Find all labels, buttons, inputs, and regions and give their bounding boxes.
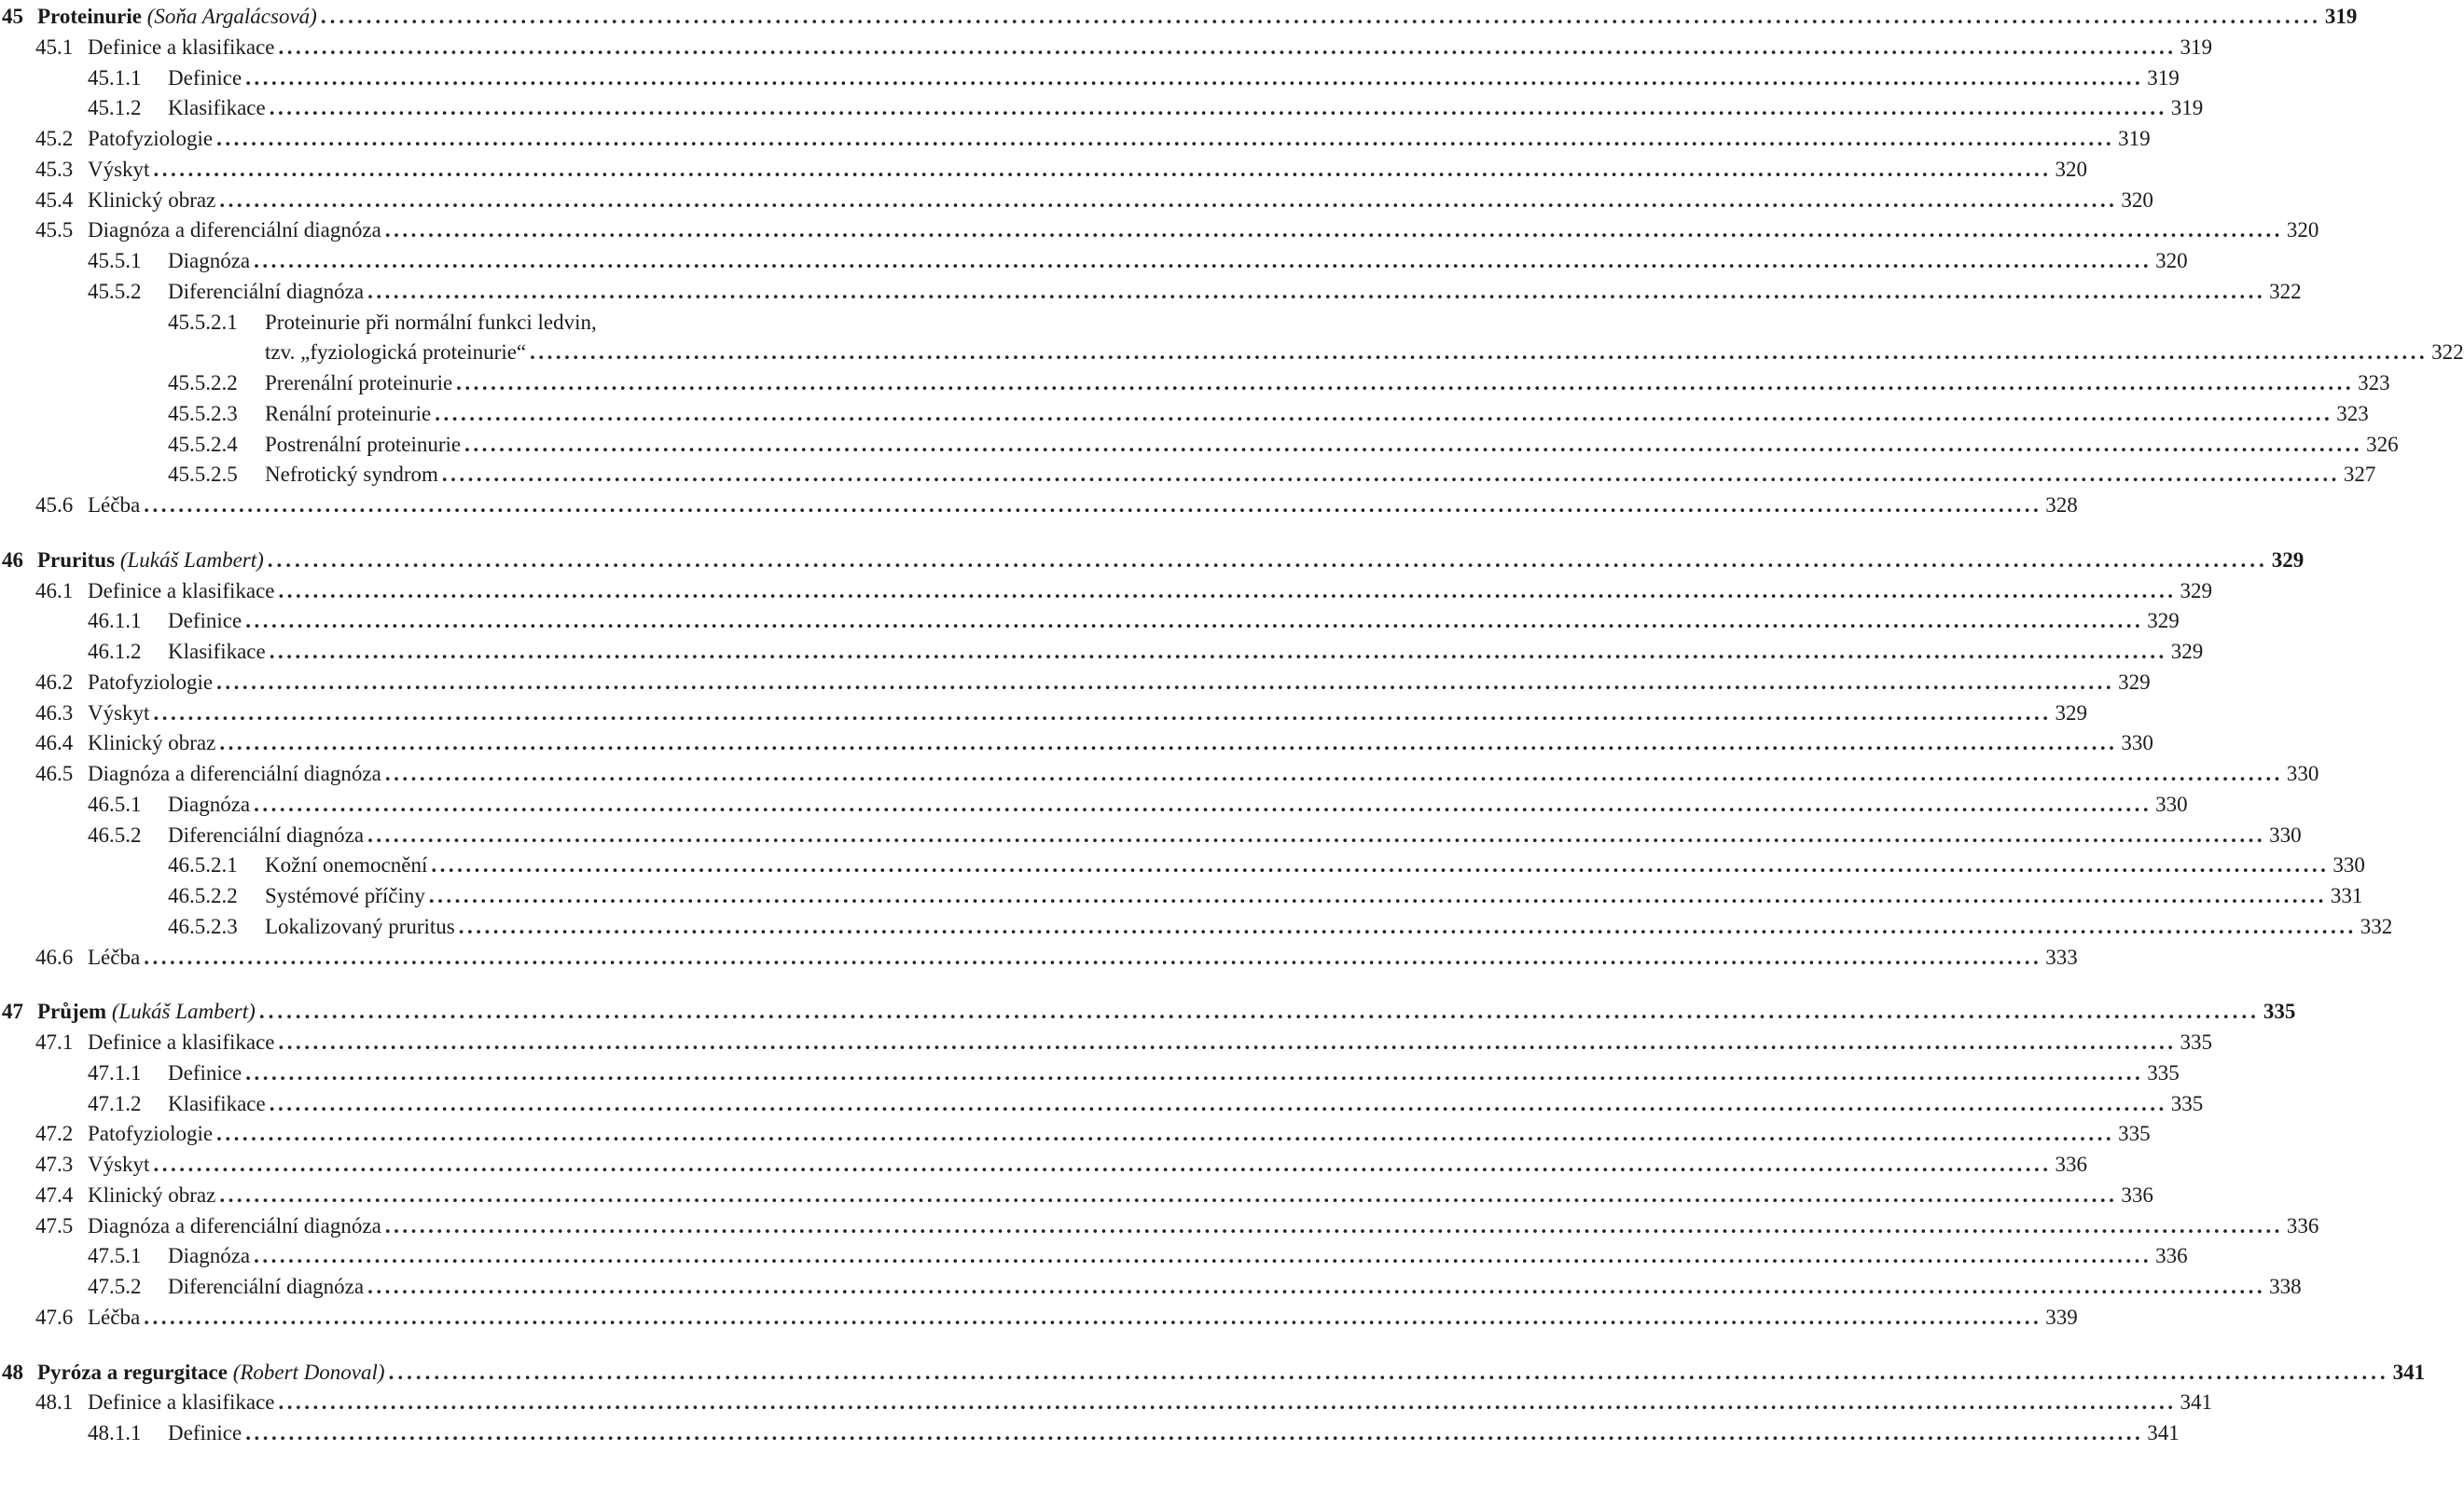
- dot-leader: ............................................................................................................................................................................................................................: [278, 35, 2177, 59]
- dot-leader: ............................................................................................................................................................................................................................: [216, 1122, 2115, 1145]
- toc-chapter[interactable]: [0, 1, 2358, 33]
- dot-leader: ............................................................................................................................................................................................................................: [441, 463, 2340, 486]
- dot-leader: ............................................................................................................................................................................................................................: [144, 1306, 2042, 1329]
- dot-leader: ............................................................................................................................................................................................................................: [245, 1421, 2144, 1445]
- dot-leader: ............................................................................................................................................................................................................................: [267, 548, 2268, 572]
- dot-leader: ............................................................................................................................................................................................................................: [320, 5, 2321, 28]
- dot-leader: ............................................................................................................................................................................................................................: [219, 188, 2118, 212]
- toc-title: Prerenální proteinurie: [265, 371, 453, 394]
- toc-author: (Lukáš Lambert): [115, 548, 264, 572]
- toc-page-number: 319: [2118, 127, 2151, 150]
- toc-number: 46.3: [35, 701, 74, 725]
- toc-page-number: 331: [2330, 884, 2363, 907]
- toc-title: Diagnóza a diferenciální diagnóza: [88, 1214, 381, 1237]
- toc-entry[interactable]: [0, 1149, 2087, 1181]
- toc-title: Definice: [168, 609, 242, 632]
- toc-page-number: 327: [2343, 463, 2376, 486]
- toc-title: Lokalizovaný pruritus: [265, 915, 455, 938]
- toc-entry[interactable]: [0, 32, 2212, 63]
- toc-title: Diferenciální diagnóza: [168, 823, 365, 847]
- toc-page-number: 339: [2045, 1306, 2078, 1329]
- toc-title: Definice: [168, 1421, 242, 1445]
- dot-leader: ............................................................................................................................................................................................................................: [216, 671, 2115, 694]
- toc-page-number: 330: [2121, 731, 2153, 754]
- toc-title: Léčba: [88, 946, 141, 969]
- toc-page-number: 335: [2180, 1030, 2212, 1054]
- toc-number: 45.5.2: [88, 280, 142, 303]
- dot-leader: ............................................................................................................................................................................................................................: [456, 371, 2355, 394]
- dot-leader: ............................................................................................................................................................................................................................: [144, 946, 2042, 969]
- toc-entry[interactable]: [0, 245, 2188, 277]
- toc-entry[interactable]: [0, 880, 2363, 912]
- toc-title: Diagnóza: [168, 793, 251, 816]
- toc-page-number: 319: [2170, 96, 2204, 119]
- toc-page-number: 328: [2045, 493, 2078, 517]
- dot-leader: ............................................................................................................................................................................................................................: [367, 1275, 2266, 1298]
- toc-title: Diferenciální diagnóza: [168, 1275, 365, 1298]
- toc-entry[interactable]: [0, 307, 895, 339]
- toc-entry[interactable]: [0, 1417, 2180, 1449]
- toc-entry[interactable]: [0, 1180, 2153, 1211]
- toc-title: Definice a klasifikace: [88, 579, 275, 602]
- toc-title: Patofyziologie: [88, 1122, 214, 1145]
- toc-number: 47.5.2: [88, 1275, 142, 1298]
- toc-author: (Lukáš Lambert): [106, 1000, 256, 1023]
- toc-number: 45.1.2: [88, 96, 142, 119]
- toc-title: Klasifikace: [168, 96, 266, 119]
- dot-leader: ............................................................................................................................................................................................................................: [435, 402, 2333, 425]
- toc-number: 47.3: [35, 1153, 74, 1176]
- toc-number: 45.2: [35, 127, 74, 150]
- toc-title: Klasifikace: [168, 640, 266, 663]
- toc-page-number: 320: [2286, 218, 2319, 242]
- dot-leader: ............................................................................................................................................................................................................................: [245, 66, 2144, 90]
- dot-leader: ............................................................................................................................................................................................................................: [388, 1361, 2389, 1384]
- toc-entry[interactable]: [0, 490, 2078, 521]
- dot-leader: ............................................................................................................................................................................................................................: [269, 96, 2167, 119]
- dot-leader: ............................................................................................................................................................................................................................: [144, 493, 2042, 517]
- toc-page-number: 335: [2170, 1092, 2204, 1115]
- toc-title: Definice: [168, 66, 242, 90]
- toc-title: Nefrotický syndrom: [265, 463, 438, 486]
- toc-title: Systémové příčiny: [265, 884, 425, 907]
- toc-number: 47.1.1: [88, 1061, 142, 1085]
- toc-entry[interactable]: [0, 459, 2376, 491]
- toc-page-number: 329: [2170, 640, 2204, 663]
- toc-title: Definice a klasifikace: [88, 35, 275, 59]
- toc-number: 45.1: [35, 35, 74, 59]
- toc-title: Diferenciální diagnóza: [168, 280, 365, 303]
- toc-title: Klasifikace: [168, 1092, 266, 1115]
- toc-number: 46.5.2.1: [168, 853, 238, 877]
- toc-title: Výskyt: [88, 1153, 150, 1176]
- toc-title: Pruritus (Lukáš Lambert): [37, 548, 264, 572]
- toc-page-number: 336: [2286, 1214, 2319, 1237]
- toc-entry[interactable]: [0, 429, 2399, 461]
- toc-page-number: 323: [2336, 402, 2369, 425]
- toc-number: 45.5.2.1: [168, 311, 238, 334]
- toc-title: Patofyziologie: [88, 127, 214, 150]
- toc-page-number: 320: [2055, 158, 2087, 181]
- toc-page-number: 319: [2324, 5, 2358, 28]
- toc-number: 46.2: [35, 671, 74, 694]
- toc-page-number: 330: [2332, 853, 2365, 877]
- toc-entry[interactable]: [0, 1210, 2319, 1242]
- toc-page-number: 335: [2263, 1000, 2296, 1023]
- toc-entry[interactable]: [0, 605, 2180, 637]
- toc-entry[interactable]: [0, 636, 2204, 668]
- toc-title: Diagnóza a diferenciální diagnóza: [88, 218, 381, 242]
- toc-number: 46.5.2.2: [168, 884, 238, 907]
- toc-entry[interactable]: [0, 214, 2319, 246]
- toc-entry[interactable]: [0, 667, 2151, 698]
- toc-page-number: 335: [2147, 1061, 2180, 1085]
- toc-entry[interactable]: [0, 123, 2151, 155]
- toc-page-number: 320: [2121, 188, 2153, 212]
- toc-page-number: 341: [2180, 1390, 2212, 1414]
- toc-number: 46.1.2: [88, 640, 142, 663]
- dot-leader: ............................................................................................................................................................................................................................: [153, 1153, 2052, 1176]
- toc-entry[interactable]: [0, 911, 2393, 943]
- dot-leader: ............................................................................................................................................................................................................................: [254, 793, 2153, 816]
- toc-entry[interactable]: [0, 337, 2464, 368]
- toc-number: 45.3: [35, 158, 74, 181]
- toc-title: Klinický obraz: [88, 188, 216, 212]
- toc-page-number: 329: [2055, 701, 2087, 725]
- dot-leader: ............................................................................................................................................................................................................................: [278, 579, 2177, 602]
- toc-entry[interactable]: [0, 1271, 2302, 1303]
- dot-leader: ............................................................................................................................................................................................................................: [245, 1061, 2144, 1085]
- toc-number: 45.5: [35, 218, 74, 242]
- toc-title: Postrenální proteinurie: [265, 433, 462, 456]
- toc-entry[interactable]: [0, 1387, 2212, 1418]
- toc-entry[interactable]: [0, 727, 2153, 759]
- toc-number: 48.1: [35, 1390, 74, 1414]
- toc-page-number: 335: [2118, 1122, 2151, 1145]
- toc-entry[interactable]: [0, 1088, 2204, 1120]
- dot-leader: ............................................................................................................................................................................................................................: [458, 915, 2357, 938]
- toc-number: 46.1.1: [88, 609, 142, 632]
- toc-number: 46.5.1: [88, 793, 142, 816]
- toc-author: (Soňa Argalácsová): [142, 5, 317, 28]
- toc-entry[interactable]: [0, 154, 2087, 186]
- dot-leader: ............................................................................................................................................................................................................................: [245, 609, 2144, 632]
- toc-entry[interactable]: [0, 820, 2302, 851]
- dot-leader: ............................................................................................................................................................................................................................: [431, 853, 2330, 877]
- toc-number: 46.4: [35, 731, 74, 754]
- toc-entry[interactable]: [0, 185, 2153, 216]
- toc-entry[interactable]: [0, 789, 2188, 821]
- toc-entry[interactable]: [0, 92, 2204, 124]
- toc-page-number: 336: [2155, 1244, 2188, 1267]
- toc-number: 48: [2, 1361, 23, 1384]
- toc-entry[interactable]: [0, 1027, 2212, 1058]
- toc-page-number: 333: [2045, 946, 2078, 969]
- dot-leader: ............................................................................................................................................................................................................................: [278, 1030, 2177, 1054]
- toc-entry[interactable]: [0, 758, 2319, 790]
- dot-leader: ............................................................................................................................................................................................................................: [153, 701, 2052, 725]
- toc-page-number: 323: [2358, 371, 2390, 394]
- toc-title: Definice: [168, 1061, 242, 1085]
- toc-number: 45.1.1: [88, 66, 142, 90]
- toc-title: Patofyziologie: [88, 671, 214, 694]
- dot-leader: ............................................................................................................................................................................................................................: [464, 433, 2363, 456]
- toc-title: Klinický obraz: [88, 1183, 216, 1207]
- toc-title: Kožní onemocnění: [265, 853, 428, 877]
- toc-title: Definice a klasifikace: [88, 1030, 275, 1054]
- toc-number: 45.6: [35, 493, 74, 517]
- dot-leader: ............................................................................................................................................................................................................................: [254, 249, 2153, 272]
- toc-number: 47.1.2: [88, 1092, 142, 1115]
- toc-title: Léčba: [88, 493, 141, 517]
- toc-page-number: 322: [2431, 340, 2464, 364]
- toc-number: 48.1.1: [88, 1421, 142, 1445]
- toc-number: 46: [2, 548, 23, 572]
- toc-title: Průjem (Lukáš Lambert): [37, 1000, 256, 1023]
- dot-leader: ............................................................................................................................................................................................................................: [384, 1214, 2283, 1237]
- toc-number: 47.5.1: [88, 1244, 142, 1267]
- dot-leader: ............................................................................................................................................................................................................................: [278, 1390, 2177, 1414]
- toc-entry[interactable]: [0, 575, 2212, 607]
- toc-page-number: 329: [2147, 609, 2180, 632]
- toc-page-number: 330: [2269, 823, 2302, 847]
- toc-number: 45: [2, 5, 23, 28]
- toc-title: Definice a klasifikace: [88, 1390, 275, 1414]
- toc-entry[interactable]: [0, 62, 2180, 94]
- toc-number: 47.1: [35, 1030, 74, 1054]
- toc-number: 46.5: [35, 762, 74, 785]
- toc-title: Výskyt: [88, 158, 150, 181]
- toc-page-number: 329: [2118, 671, 2151, 694]
- dot-leader: ............................................................................................................................................................................................................................: [384, 218, 2283, 242]
- dot-leader: ............................................................................................................................................................................................................................: [428, 884, 2327, 907]
- toc-entry[interactable]: [0, 1240, 2188, 1272]
- toc-page-number: 329: [2271, 548, 2305, 572]
- toc-page-number: 341: [2147, 1421, 2180, 1445]
- toc-title: Výskyt: [88, 701, 150, 725]
- dot-leader: ............................................................................................................................................................................................................................: [367, 280, 2266, 303]
- toc-page-number: 330: [2155, 793, 2188, 816]
- toc-chapter[interactable]: [0, 1357, 2426, 1389]
- dot-leader: ............................................................................................................................................................................................................................: [269, 1092, 2167, 1115]
- toc-page-number: 336: [2121, 1183, 2153, 1207]
- toc-number: 46.6: [35, 946, 74, 969]
- toc-number: 45.4: [35, 188, 74, 212]
- toc-number: 47: [2, 1000, 23, 1023]
- toc-page-number: 338: [2269, 1275, 2302, 1298]
- toc-entry[interactable]: [0, 1118, 2151, 1150]
- dot-leader: ............................................................................................................................................................................................................................: [384, 762, 2283, 785]
- toc-entry[interactable]: [0, 1058, 2180, 1089]
- toc-page-number: 319: [2147, 66, 2180, 90]
- dot-leader: ............................................................................................................................................................................................................................: [219, 731, 2118, 754]
- toc-number: 45.5.2.4: [168, 433, 238, 456]
- toc-number: 45.5.2.5: [168, 463, 238, 486]
- toc-title: Pyróza a regurgitace (Robert Donoval): [37, 1361, 385, 1384]
- toc-entry[interactable]: [0, 850, 2365, 881]
- dot-leader: ............................................................................................................................................................................................................................: [530, 340, 2429, 364]
- dot-leader: ............................................................................................................................................................................................................................: [216, 127, 2115, 150]
- toc-number: 46.1: [35, 579, 74, 602]
- toc-page-number: 330: [2286, 762, 2319, 785]
- dot-leader: ............................................................................................................................................................................................................................: [219, 1183, 2118, 1207]
- toc-title: tzv. „fyziologická proteinurie“: [265, 340, 527, 364]
- toc-page-number: 319: [2180, 35, 2212, 59]
- dot-leader: ............................................................................................................................................................................................................................: [258, 1000, 2260, 1023]
- dot-leader: ............................................................................................................................................................................................................................: [269, 640, 2167, 663]
- dot-leader: ............................................................................................................................................................................................................................: [367, 823, 2266, 847]
- toc-page-number: 336: [2055, 1153, 2087, 1176]
- toc-number: 47.5: [35, 1214, 74, 1237]
- toc-page-number: 326: [2366, 433, 2399, 456]
- toc-page-number: 332: [2360, 915, 2393, 938]
- toc-entry[interactable]: [0, 698, 2087, 729]
- toc-chapter[interactable]: [0, 996, 2296, 1028]
- toc-title: Proteinurie při normální funkci ledvin,: [265, 311, 597, 334]
- toc-entry[interactable]: [0, 942, 2078, 974]
- toc-chapter[interactable]: [0, 545, 2305, 576]
- toc-number: 46.5.2.3: [168, 915, 238, 938]
- toc-title: Proteinurie (Soňa Argalácsová): [37, 5, 317, 28]
- toc-title: Klinický obraz: [88, 731, 216, 754]
- toc-number: 45.5.2.2: [168, 371, 238, 394]
- toc-page-number: 341: [2392, 1361, 2426, 1384]
- toc-number: 47.4: [35, 1183, 74, 1207]
- toc-title: Diagnóza: [168, 249, 251, 272]
- toc-number: 45.5.1: [88, 249, 142, 272]
- toc-number: 45.5.2.3: [168, 402, 238, 425]
- toc-title: Léčba: [88, 1306, 141, 1329]
- toc-page-number: 329: [2180, 579, 2212, 602]
- toc-page-number: 322: [2269, 280, 2302, 303]
- toc-entry[interactable]: [0, 398, 2369, 430]
- toc-number: 46.5.2: [88, 823, 142, 847]
- toc-entry[interactable]: [0, 367, 2390, 399]
- toc-number: 47.6: [35, 1306, 74, 1329]
- dot-leader: ............................................................................................................................................................................................................................: [254, 1244, 2153, 1267]
- toc-title: Renální proteinurie: [265, 402, 432, 425]
- dot-leader: ............................................................................................................................................................................................................................: [153, 158, 2052, 181]
- toc-number: 47.2: [35, 1122, 74, 1145]
- toc-title: Diagnóza: [168, 1244, 251, 1267]
- toc-author: (Robert Donoval): [227, 1361, 385, 1384]
- toc-entry[interactable]: [0, 1302, 2078, 1334]
- toc-page-number: 320: [2155, 249, 2188, 272]
- toc-title: Diagnóza a diferenciální diagnóza: [88, 762, 381, 785]
- toc-entry[interactable]: [0, 276, 2302, 308]
